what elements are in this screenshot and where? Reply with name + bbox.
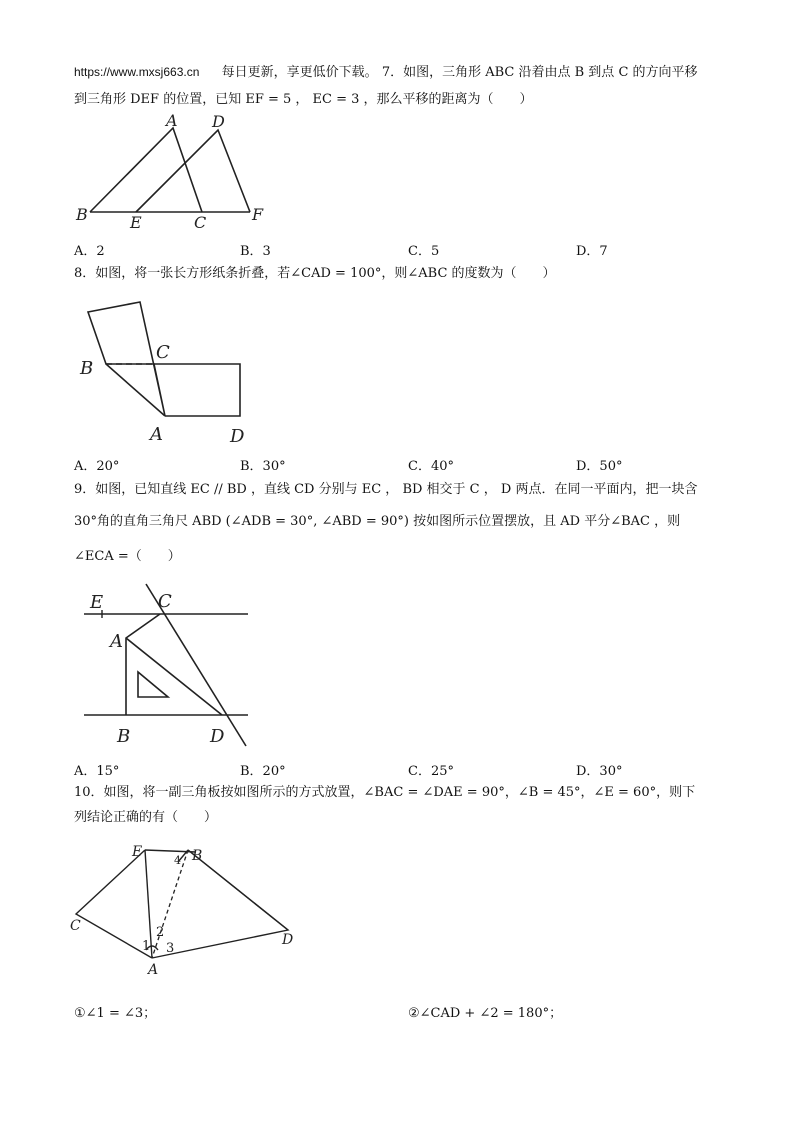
q7-text-line2: 到三角形 DEF 的位置，已知 EF = 5 ， EC = 3 ，那么平移的距离为（ ） [74,92,533,107]
q10-label-c: C [70,918,81,934]
q7-option-b[interactable]: B．3 [240,244,271,259]
q7-option-c[interactable]: C．5 [408,244,440,259]
q8-options [74,455,754,474]
q7-options [74,240,754,259]
q7-label-a: A [166,111,178,130]
q7-triangle-def [136,130,250,212]
q8-option-c[interactable]: C．40° [408,459,454,474]
q8-text-line1: 8．如图，将一张长方形纸条折叠，若∠CAD = 100°，则∠ABC 的度数为（ ） [74,266,556,281]
q10-label-d: D [282,932,294,948]
q7-text-line1: 7．如图，三角形 ABC 沿着由点 B 到点 C 的方向平移 [381,65,698,80]
q9-option-d[interactable]: D．30° [576,764,623,779]
q9-text-line1: 9．如图，已知直线 EC // BD ，直线 CD 分别与 EC ， BD 相交于 C ， D 两点．在同一平面内，把一块含 [74,482,698,497]
q9-label-b: B [117,726,131,747]
q8-label-a: A [150,424,163,445]
q9-option-c[interactable]: C．25° [408,764,454,779]
q7-label-f: F [252,205,264,224]
q7-label-c: C [194,213,207,232]
q8-option-a[interactable]: A．20° [74,459,120,474]
q8-figure [70,290,260,446]
q10-segment-bd [188,850,288,930]
q10-label-2: 2 [156,925,165,940]
q9-label-e: E [90,592,104,613]
q8-label-c: C [156,342,170,363]
q8-label-d: D [230,426,245,446]
q10-conclusion-1: ①∠1 = ∠3； [74,1006,157,1021]
q9-ruler-hole [138,672,168,697]
q8-option-b[interactable]: B．30° [240,459,286,474]
q9-option-b[interactable]: B．20° [240,764,286,779]
q10-label-b: B [192,848,203,864]
q10-conclusions [74,1002,754,1021]
q8-rectangle [154,364,240,416]
q10-conclusion-2: ②∠CAD + ∠2 = 180°； [408,1006,563,1021]
q10-label-3: 3 [166,941,175,956]
q7-label-d: D [212,112,225,131]
q9-segments-ab-ac [126,614,160,715]
q10-label-a: A [148,962,159,978]
q9-figure [70,580,260,750]
q8-option-d[interactable]: D．50° [576,459,623,474]
q9-label-d: D [210,726,225,747]
q10-figure [68,838,298,988]
q9-option-a[interactable]: A．15° [74,764,120,779]
q7-label-b: B [76,205,88,224]
q10-segments-ec-ca [76,850,152,958]
q7-figure [70,108,280,236]
q10-text-line1: 10．如图，将一副三角板按如图所示的方式放置，∠BAC = ∠DAE = 90°，∠B = 45°，∠E = 60°，则下 [74,785,696,800]
header-line [74,64,698,81]
header-note: 每日更新，享更低价下载。 [221,65,378,80]
q9-text-line2: 30°角的直角三角尺 ABD (∠ADB = 30°, ∠ABD = 90°) 按如图所示位置摆放，且 AD 平分∠BAC ，则 [74,514,681,529]
q7-label-e: E [130,213,142,232]
q10-text-line2: 列结论正确的有（ ） [74,810,218,825]
q10-label-e: E [132,844,143,860]
q10-label-1: 1 [142,939,151,954]
q8-label-b: B [80,358,94,379]
q7-option-d[interactable]: D．7 [576,244,608,259]
q10-label-4: 4 [174,854,181,867]
header-url[interactable]: https://www.mxsj663.cn [74,65,200,79]
q9-options [74,760,754,779]
q7-triangle-abc [90,128,202,212]
q9-text-line3: ∠ECA =（ ） [74,549,181,564]
q7-option-a[interactable]: A．2 [74,244,105,259]
q9-label-a: A [110,631,123,652]
q9-label-c: C [158,591,172,612]
q8-folded-strip [88,302,165,416]
q9-segment-ad [126,638,222,715]
